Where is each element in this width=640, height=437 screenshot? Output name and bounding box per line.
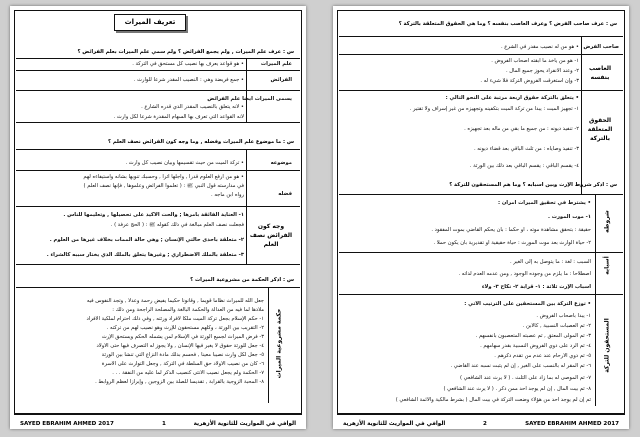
def-text: • لأنه يتعلق بالنصيب المقدر الذي قدره الشارع . [20,104,244,111]
causes-label: أسبابه [603,256,611,275]
condition-line: ١- موت المورث . [547,214,591,220]
divider [339,252,623,253]
subject-text: • تركة الميت من حيث تقسيمها وبيان نصيب كل وارث . [20,160,244,167]
fard-label: صاحب الفرض [583,44,619,50]
question-1: س : عرف علم الميراث , ولم يجمع الفرائض ؟ ولم سمي علم الميراث بعلم الفرائض ؟ [77,49,294,55]
divider [339,194,623,195]
cause-line: اصطلاحا : ما يلزم من وجوده الوجود , ومن عدمه العدم لذاته . [458,271,591,277]
virtue-line: رواه ابن ماجه . [211,192,244,198]
wisdom-line: جعل الله للميراث نظاما قويما , وقانونا حكيما يفيض رحمة وعدلا , وتجد النفوس فيه [86,298,264,304]
heirs-label: المستحقون للتركة [603,318,611,373]
asib-line: ٣- وإن استغرقت الفروض التركة فلا شيء له . [480,78,579,84]
cause-line: أسباب الإرث ثلاثة : ١- قرابة ٢- نكاح ٣- ولاء [481,284,591,290]
document-page-1 [10,6,306,429]
wisdom-line: ٧- الحكمة ولم يجعل نصيب الأنثى كنصيب الذكر لما عليه من النفقة . . . [112,370,264,376]
asib-label: العاصب بنفسه [588,65,612,81]
divider [339,90,623,91]
footer-rule [14,413,302,414]
page-number: 2 [483,421,487,427]
rights-line: ٤- يقسم الباقي : يقسم الباقي بعد ذلك بين الورثة . [469,163,579,169]
divider [16,122,300,123]
def-label: الفرائض [270,77,292,83]
page-number: 1 [162,421,166,427]
conditions-label: شروطه [603,210,611,233]
rights-label: الحقوق المتعلقة بالتركة [587,117,613,142]
divider [16,264,300,265]
question-2: س : اذكر شروط الإرث وبين أسبابه ؟ وما هم المستحقون للتركة ؟ [449,182,617,188]
divider [16,149,300,150]
wisdom-line: ٦- كان من نصيب الأولاد حق السلطة في التركة , وجعل التوارث على الأسرة [101,361,264,367]
condition-line: ٢- حياة الوارث بعد موت المورث : حياة حقيقية أو تقديرية بأن يكون حملا . [433,240,591,246]
wisdom-line: ٢- التقريب بين الورثة ، وكلهم مستحقون للإرث وهو نصيب لهم من تركته . [106,325,264,331]
def-text: لانه القواعد التي تعرف بها السهام المقدرة شرعا لكل وارث . [113,114,244,120]
wisdom-line: ملاذها لما فيه من العدالة والحكمة البالغة والمصلحة الراجحة ومن ذلك : [112,307,264,313]
heirs-line: ثم إن لم يوجد أحد من هؤلاء وضعت التركة في بيت المال ( بشرط مالكية والأئمة الشافعي ) [395,397,591,403]
rights-line: ٢- تنفيذ ديونه : من جميع ما بقي من ماله بعد تجهيزه . [464,126,579,132]
divider [246,149,247,265]
heirs-line: ٤- ثم الرد على ذوي الفروض النسبية بقدر سهامهم . [480,343,591,349]
rights-line: ٣- تنفيذ وصاياه : من ثلث الباقي بعد قضاء ديونه . [474,146,579,152]
divider [16,287,300,288]
heirs-line: ٥- ثم ذوي الأرحام عند عدم من تقدم ذكرهم . [494,353,591,359]
footer-book-title: الوافي في المواريث للثانوية الأزهرية [193,421,296,427]
half-line: فجعلت نصف العلم مبالغة في ذلك كقوله ﷺ : ( الحج عرفة ) . [110,222,244,228]
divider [581,36,582,194]
half-line: ١- العناية الفائقة بأمرها ; والحث الأكيد على تحصيلها , وتعليمها للناس . [63,212,244,218]
half-line: ٣- متعلقة بالملك الاضطراري ; وغيرها يتعلق بالملك الذي يختار سببه كالشراء . [46,252,244,258]
divider [595,194,596,406]
heirs-line: ٧- ثم الموصى له بما زاد على الثلث . ( لا يرث عند الشافعي ) [459,375,591,381]
page-title: تعريف الميراث [114,14,186,31]
wisdom-line: ٥- جعل لكل وارث نصيبا معينا , فحسم بذلك مادة النزاع التي تنشأ بين الورثة [101,352,264,358]
def-text: • جمع فريضة وهي : النصيب المقدر شرعا للوارث . [20,77,244,84]
divider [16,58,300,59]
def-label: علم الميراث [260,61,292,67]
asib-line: ١- هو من يأخذ ما أبقته أصحاب الفروض . [491,58,579,64]
rights-line: ١- تجهيز الميت : يبدأ من تركة الميت بتكفينه وتجهيزه من غير إسراف ولا تقتير . [409,106,579,112]
footer-rule [337,413,625,414]
divider [339,294,623,295]
condition-line: • يشترط في تحقيق الميراث أمران : [343,200,591,207]
virtue-line: في مدارسته قول النبي ﷺ : ( تعلموا الفرائض وعلموها , فإنها نصف العلم ) [83,183,244,189]
question-1: س : عرف صاحب الفرض ؟ وعرف العاصب بنفسه ؟ وما هي الحقوق المتعلقة بالتركة ؟ [398,21,617,27]
fard-text: • هو من له نصيب مقدر في الشرع . [343,44,579,51]
divider [16,206,300,207]
heirs-line: ٣- ثم المولى المعتق , ثم عصبته المتعصبون بأنفسهم . [475,333,591,339]
heirs-line: • توزع التركة بين المستحقين على الترتيب الآتي : [343,301,591,308]
heirs-line: ٨- ثم بيت المال , إن لم يوجد أحد ممن ذكر . ( لا يرث عند الشافعي ) [443,386,591,392]
document-page-2 [333,6,629,429]
virtue-label: فضله [278,191,292,197]
def-label: يسمى الميراث أيضا علم الفرائض [207,96,292,102]
wisdom-label: حكمة مشروعية الميراث [275,308,283,379]
wisdom-line: ٨- المحبة الزوجية بالقرابة , تقديسا للصلة بين الزوجين , وإبرازا لعظم الروابط . [95,379,264,385]
heirs-line: ٢- ثم العصبات النسبية , كالابن . [522,323,591,329]
half-knowledge-label: وجه كون الفرائض نصف العلم [249,223,293,248]
cause-line: السبب : لغة : ما يتوصل به إلى الغير . [509,259,591,265]
divider [16,70,300,71]
virtue-line: • هو من أرفع العلوم قدرا , وأجلها أثرا , وحسبك تنويها بشأنه واستيفاءه لهم [20,174,244,181]
question-3: س : اذكر الحكمة من مشروعية الميراث ؟ [190,277,294,283]
rights-line: • يتعلق بالتركة حقوق أربعة مرتبة على النحو التالي : [343,95,579,102]
heirs-line: ١- يبدأ بأصحاب الفروض . [536,313,591,319]
wisdom-line: ٤- جعل للورثة حقوق لا يغير فيها الإنسان , ولا يجوز له التصرف فيها حتى الأولاد [96,343,264,349]
divider [16,90,300,91]
subject-label: موضوعه [270,160,292,166]
def-text: • هو قواعد يعرف بها نصيب كل مستحق في التركة . [20,61,244,68]
asib-line: ٢- وعند الانفراد يحوز جميع المال . [505,68,579,74]
footer-author: SAYED EBRAHIM AHMED 2017 [525,421,619,427]
heirs-line: ٦- ثم المقر له بالنسب على الغير , إن لم يثبت نسبه عند القاضي . [450,363,591,369]
divider [16,170,300,171]
condition-line: حقيقة : بتحقق مشاهدة موته ، أو حكما : بأن يحكم القاضي بموت المفقود . [431,227,591,233]
wisdom-line: ١- حكم الإسلام بجعل تركة الميت ملكا لأفراد ورثته , وفي ذلك احترام لملكية الأفراد [86,316,264,322]
wisdom-line: ٣- فرض الميراث لجميع الورثة في الإسلام لمن يشمله الحكم ويستحق الإرث [101,334,264,340]
divider [268,287,269,403]
footer-book-title: الوافي في المواريث للثانوية الأزهرية [343,421,446,427]
footer-author: SAYED EBRAHIM AHMED 2017 [20,421,114,427]
question-2: س : ما موضوع علم الميراث وفضله , وما وجه كون الفرائض نصف العلم ؟ [108,139,294,145]
divider [339,54,623,55]
half-line: ٢- متعلقة بأحدى حالتي الإنسان ; وهي حالة الممات بخلاف غيرها من العلوم . [49,237,244,243]
